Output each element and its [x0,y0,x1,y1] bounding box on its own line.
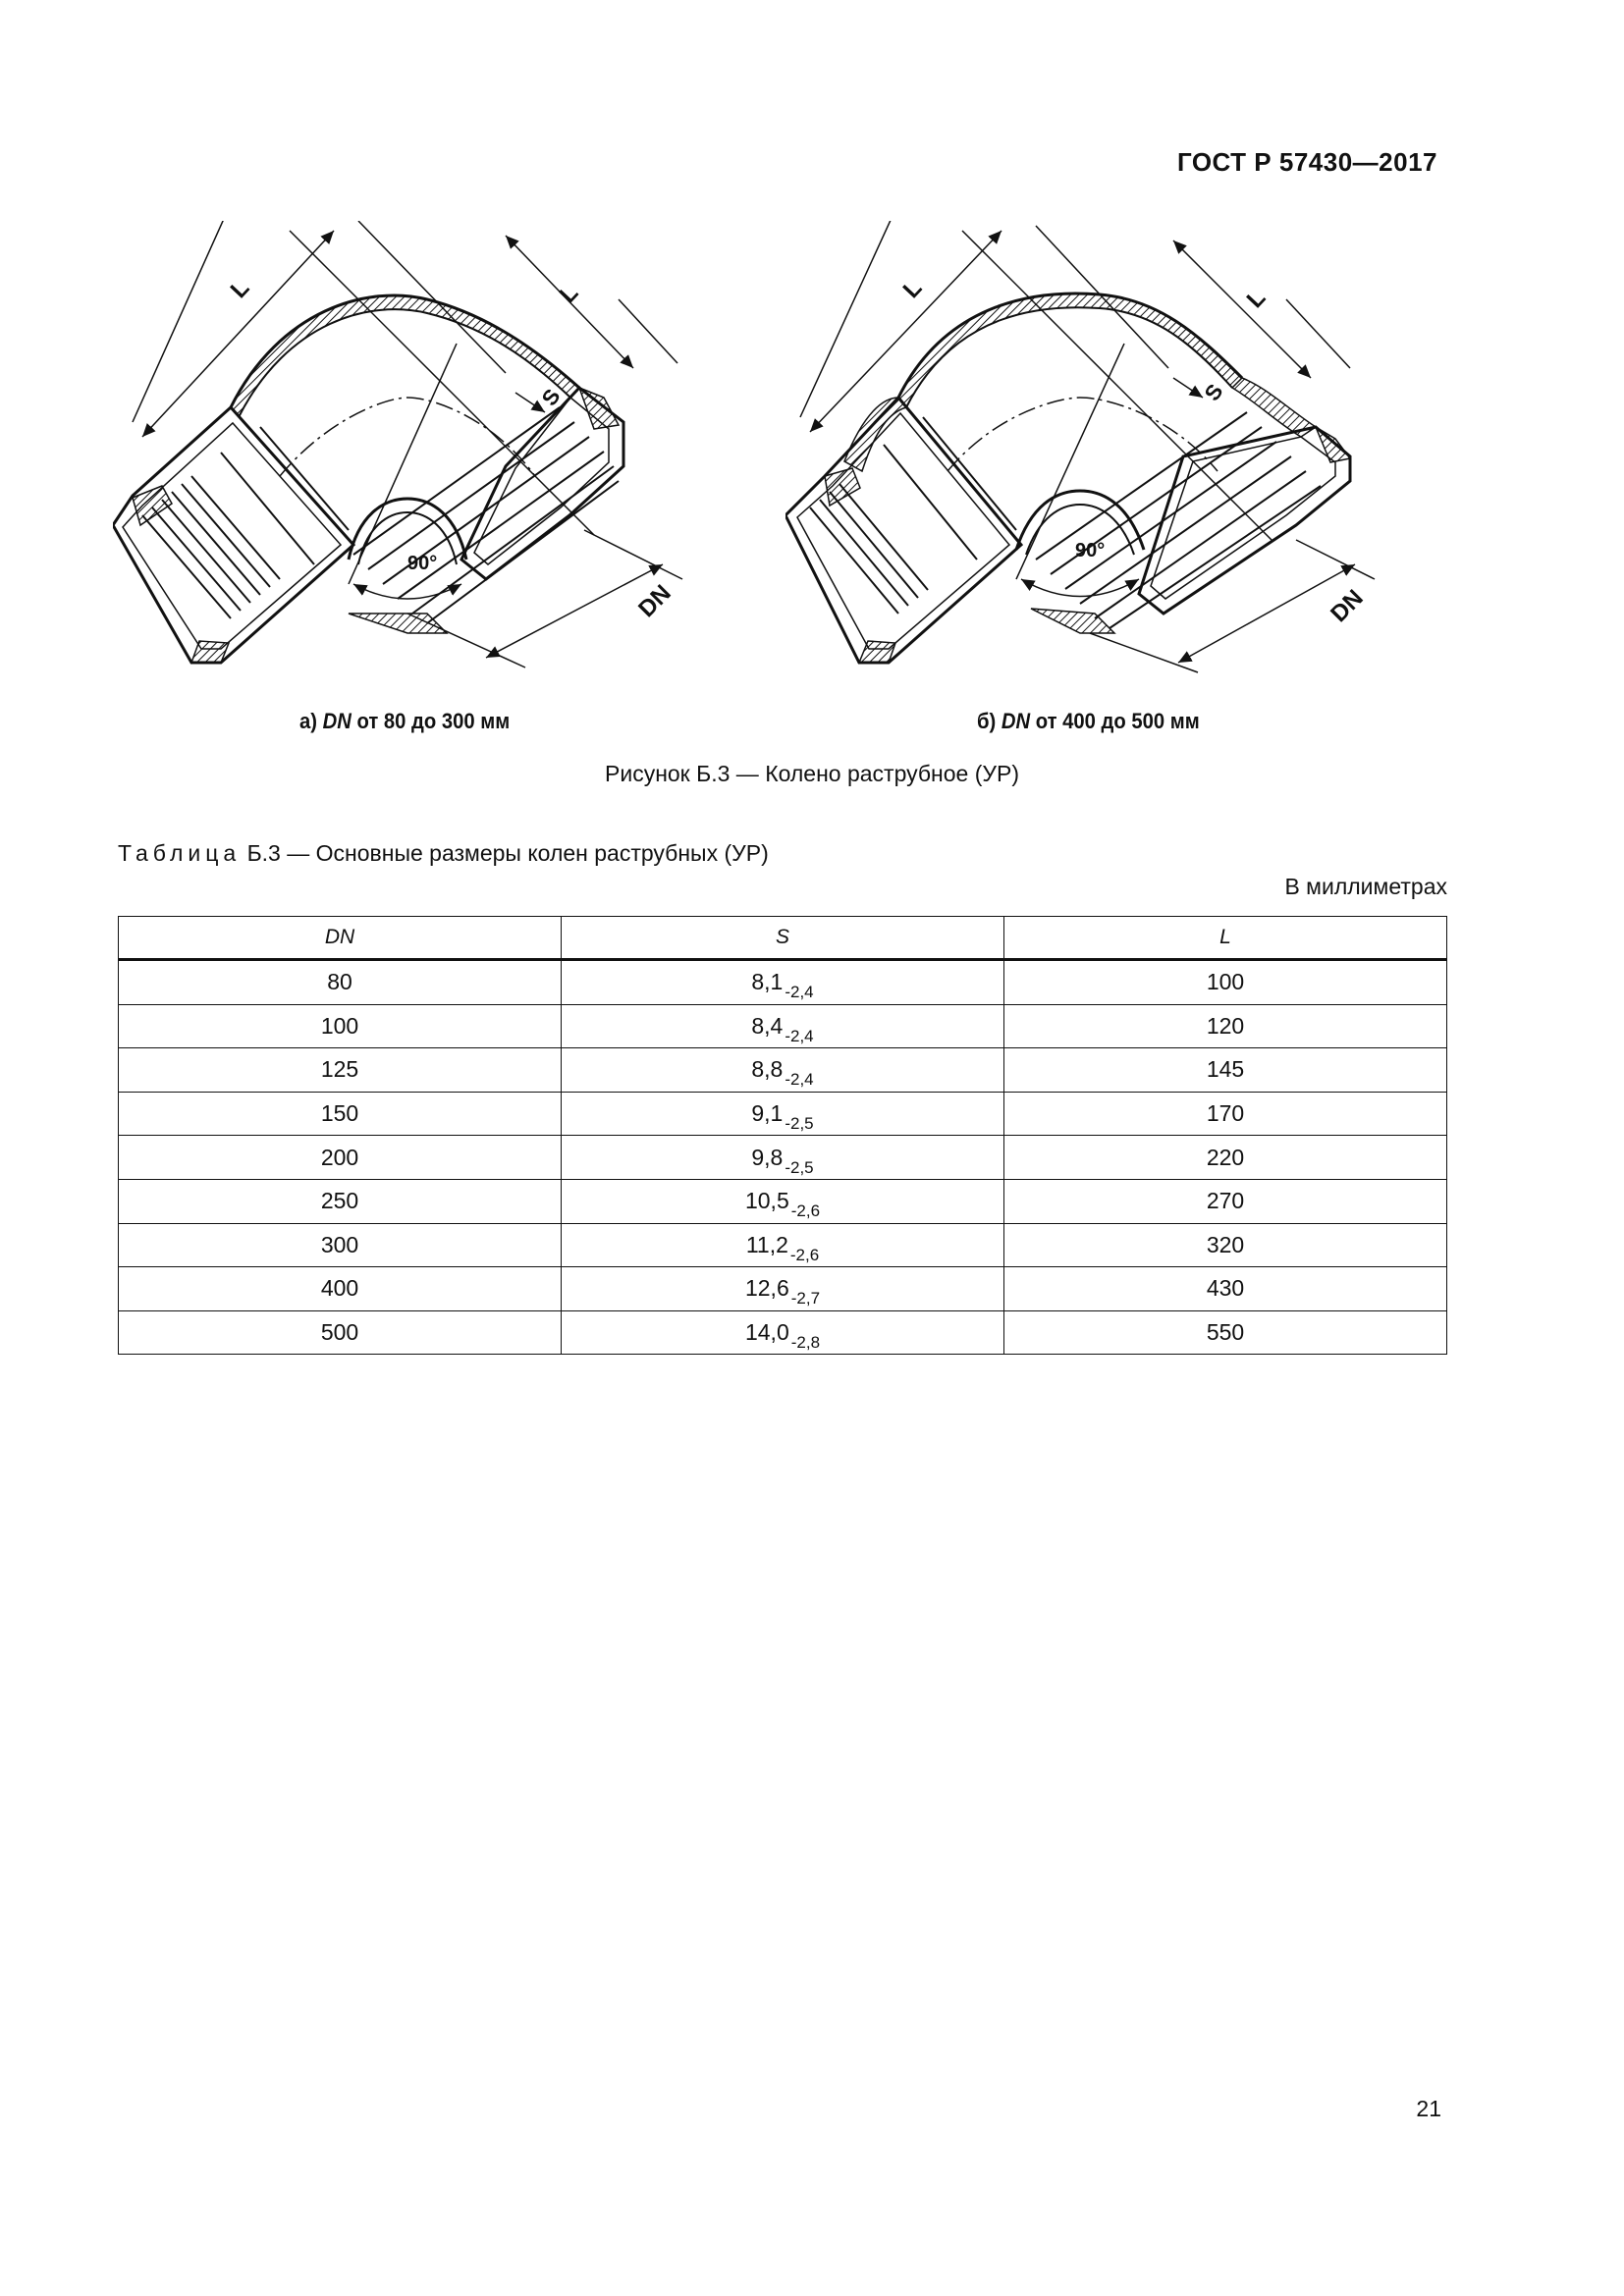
figure-b-prefix: б) [977,709,997,733]
cell-l: 430 [1004,1267,1447,1311]
cell-s [562,1179,1004,1223]
table-row [119,1223,1447,1267]
cell-dn: 150 [119,1092,562,1136]
cell-s-value: 12,6 [744,1275,789,1302]
table-units: В миллиметрах [1284,874,1447,899]
cell-s [562,1092,1004,1136]
cell-s-tolerance: -2,5 [785,1157,814,1177]
dim-label-angle: 90° [407,553,438,574]
header-l: L [1004,917,1447,960]
cell-l: 320 [1004,1223,1447,1267]
cell-s [562,1223,1004,1267]
figure-caption: Рисунок Б.3 — Колено раструбное (УР) [605,761,1019,786]
cell-s-value: 9,1 [751,1100,784,1127]
cell-s-value: 8,4 [751,1012,784,1039]
cell-s [562,1136,1004,1180]
table-caption [118,840,769,867]
cell-s-value: 10,5 [744,1188,789,1214]
table-header-row [119,917,1447,960]
cell-dn: 100 [119,1004,562,1048]
dim-label-dn: DN [633,579,677,623]
dim-label-l-right: L [1241,284,1272,314]
figure-a-range: от 80 до 300 мм [356,709,511,733]
cell-l: 220 [1004,1136,1447,1180]
dim-label-l-right: L [554,279,584,309]
table-row [119,1179,1447,1223]
cell-s-tolerance: -2,7 [790,1289,821,1308]
cell-s-tolerance: -2,4 [785,983,814,1002]
table-row [119,1136,1447,1180]
table-row [119,1092,1447,1136]
figure-a-dn: DN [322,709,352,733]
cell-s-value: 9,8 [751,1144,784,1170]
page-number: 21 [1416,2096,1441,2121]
dim-label-s: S [1199,379,1228,405]
figure-b-caption [977,709,1200,734]
cell-s-tolerance: -2,4 [785,1026,814,1045]
table-caption-word: Таблица [118,840,242,866]
cell-s [562,960,1004,1005]
cell-l: 270 [1004,1179,1447,1223]
header-dn: DN [119,917,562,960]
dimensions-table [118,916,1447,1355]
cell-s-value: 8,1 [751,969,784,995]
cell-s [562,1004,1004,1048]
cell-dn: 400 [119,1267,562,1311]
dim-label-s: S [536,384,566,410]
figure-a-caption [299,709,510,734]
cell-dn: 200 [119,1136,562,1180]
figure-a-prefix: а) [299,709,317,733]
table-row [119,960,1447,1005]
cell-s-tolerance: -2,6 [789,1245,820,1264]
cell-s-tolerance: -2,6 [790,1201,821,1221]
cell-dn: 250 [119,1179,562,1223]
cell-s-tolerance: -2,8 [790,1333,821,1353]
cell-l: 120 [1004,1004,1447,1048]
cell-s-tolerance: -2,5 [785,1114,814,1134]
cell-s-value: 11,2 [745,1231,788,1257]
figure-a-drawing [113,221,722,682]
table-row [119,1004,1447,1048]
cell-s-value: 8,8 [751,1056,784,1083]
figure-b-range: от 400 до 500 мм [1035,709,1200,733]
cell-l: 170 [1004,1092,1447,1136]
table-row [119,1048,1447,1093]
elbow-socket-drawing-small [113,221,722,682]
figure-b-dn: DN [1001,709,1031,733]
dim-label-l-left: L [225,274,255,304]
cell-s-value: 14,0 [744,1319,789,1346]
cell-s [562,1310,1004,1355]
table-row [119,1310,1447,1355]
cell-dn: 300 [119,1223,562,1267]
cell-dn: 80 [119,960,562,1005]
figure-b-drawing [785,221,1394,682]
elbow-socket-drawing-large [785,221,1394,682]
dim-label-l-left: L [897,274,928,304]
table-body [119,960,1447,1355]
table-row [119,1267,1447,1311]
cell-l: 145 [1004,1048,1447,1093]
dim-label-dn: DN [1326,584,1369,628]
cell-l: 550 [1004,1310,1447,1355]
cell-l: 100 [1004,960,1447,1005]
cell-dn: 125 [119,1048,562,1093]
cell-s [562,1267,1004,1311]
table-caption-text: Б.3 — Основные размеры колен раструбных (УР) [246,840,769,866]
header-s: S [562,917,1004,960]
document-standard-code: ГОСТ Р 57430—2017 [1176,147,1437,177]
cell-dn: 500 [119,1310,562,1355]
cell-s-tolerance: -2,4 [785,1070,814,1090]
cell-s [562,1048,1004,1093]
dim-label-angle: 90° [1075,540,1106,561]
